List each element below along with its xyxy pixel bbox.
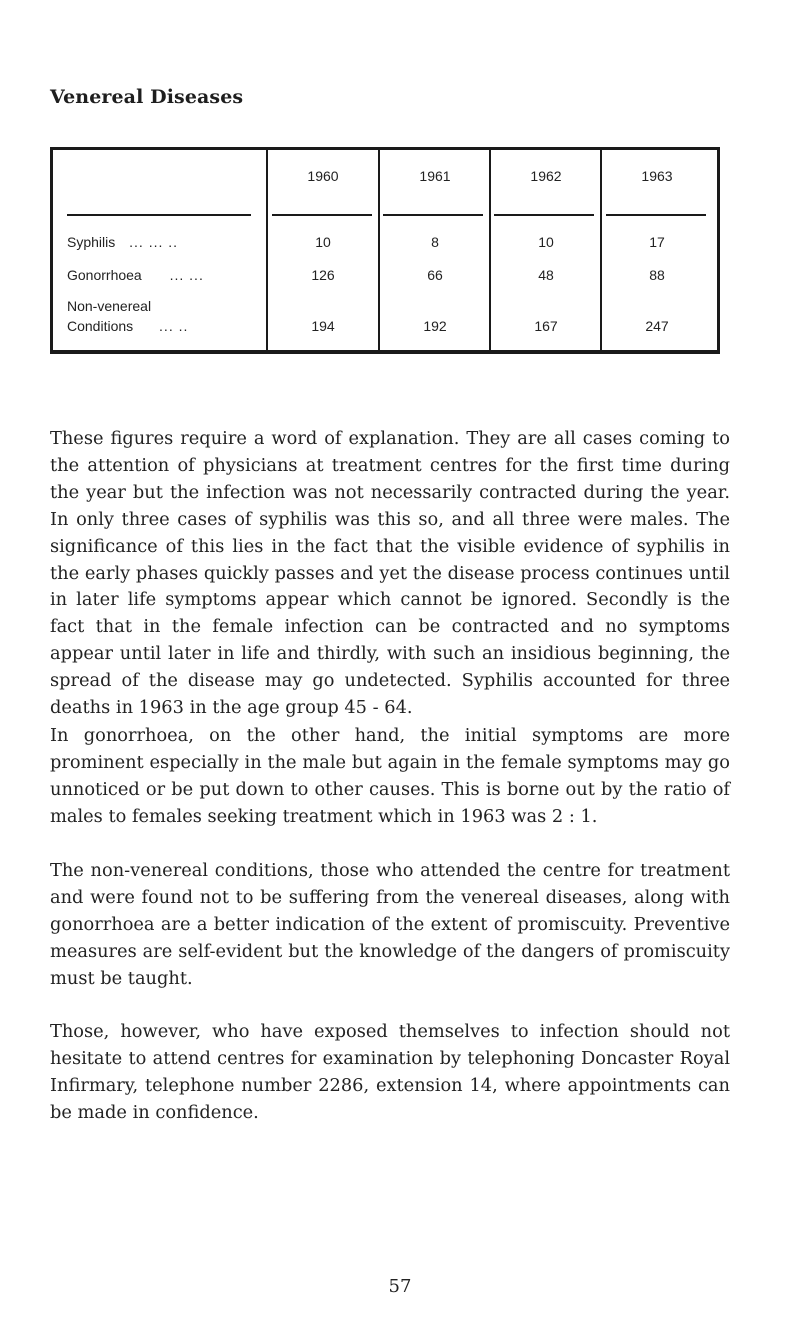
paragraph-attend-centres: Those, however, who have exposed themselves to infection should not hesitate to attend centres for examination by telephoning Doncaster Royal Infirmary, telephone number 2286, extension 14, where appointments can be made in confidence. <box>50 1021 730 1123</box>
page-number: 57 <box>388 1276 412 1297</box>
paragraph-explanation: These figures require a word of explanation. They are all cases coming to the attention of physicians at treatment centres for the first time during the year but the infection was not necessarily contracted during the year. In only three cases of syphilis was this so, and all three were males. The significance of this lies in the fact that the visible evidence of syphilis in the early phases quickly passes and yet the disease process continues until in later life symptoms appear which cannot be ignored. Secondly is the fact that in the female infection can be contracted and no symptoms appear until later in life and thirdly, with such an insidious beginning, the spread of the disease may go undetected. Syphilis accounted for three deaths in 1963 in the age group 45 - 64. <box>50 428 730 719</box>
page-heading: Venereal Diseases <box>50 86 244 108</box>
paragraph-gonorrhoea: In gonorrhoea, on the other hand, the initial symptoms are more prominent especially in the male but again in the female symptoms may go unnoticed or be put down to other causes. This is borne out by the ratio of males to females seeking treatment which in 1963 was 2 : 1. <box>50 725 730 827</box>
leader-dots: ... ... .. <box>129 234 179 250</box>
leader-dots: ... .. <box>159 318 189 334</box>
header-rule <box>383 214 483 216</box>
row-label-text: Conditions <box>67 318 134 334</box>
table-cell: 10 <box>538 234 554 250</box>
row-label-text: Syphilis <box>67 234 116 250</box>
header-rule <box>494 214 594 216</box>
table-cell: 194 <box>311 318 335 334</box>
table-cell: 247 <box>645 318 669 334</box>
year-header-1961: 1961 <box>419 168 451 184</box>
row-label-conditions <box>67 318 188 334</box>
paragraph-non-venereal: The non-venereal conditions, those who attended the centre for treatment and were found not to be suffering from the venereal diseases, along with gonorrhoea are a better indication of the extent of promiscuity. Preventive measures are self-evident but the knowledge of the dangers of promiscuity must be taught. <box>50 860 730 989</box>
row-label-gonorrhoea <box>67 267 204 283</box>
table-cell: 167 <box>534 318 558 334</box>
table-cell: 8 <box>431 234 439 250</box>
header-rule <box>67 214 251 216</box>
table-cell: 48 <box>538 267 554 283</box>
header-rule <box>606 214 706 216</box>
header-rule <box>272 214 372 216</box>
table-cell: 10 <box>315 234 331 250</box>
row-label-text: Gonorrhoea <box>67 267 142 283</box>
table-cell: 17 <box>649 234 665 250</box>
venereal-diseases-table <box>50 147 720 354</box>
year-header-1962: 1962 <box>530 168 562 184</box>
table-cell: 126 <box>311 267 335 283</box>
table-cell: 88 <box>649 267 665 283</box>
year-header-1963: 1963 <box>641 168 673 184</box>
table-cell: 192 <box>423 318 447 334</box>
row-label-non-venereal: Non-venereal <box>67 298 152 314</box>
leader-dots: ... ... <box>169 267 204 283</box>
table-cell: 66 <box>427 267 443 283</box>
year-header-1960: 1960 <box>307 168 339 184</box>
row-label-syphilis <box>67 234 178 250</box>
